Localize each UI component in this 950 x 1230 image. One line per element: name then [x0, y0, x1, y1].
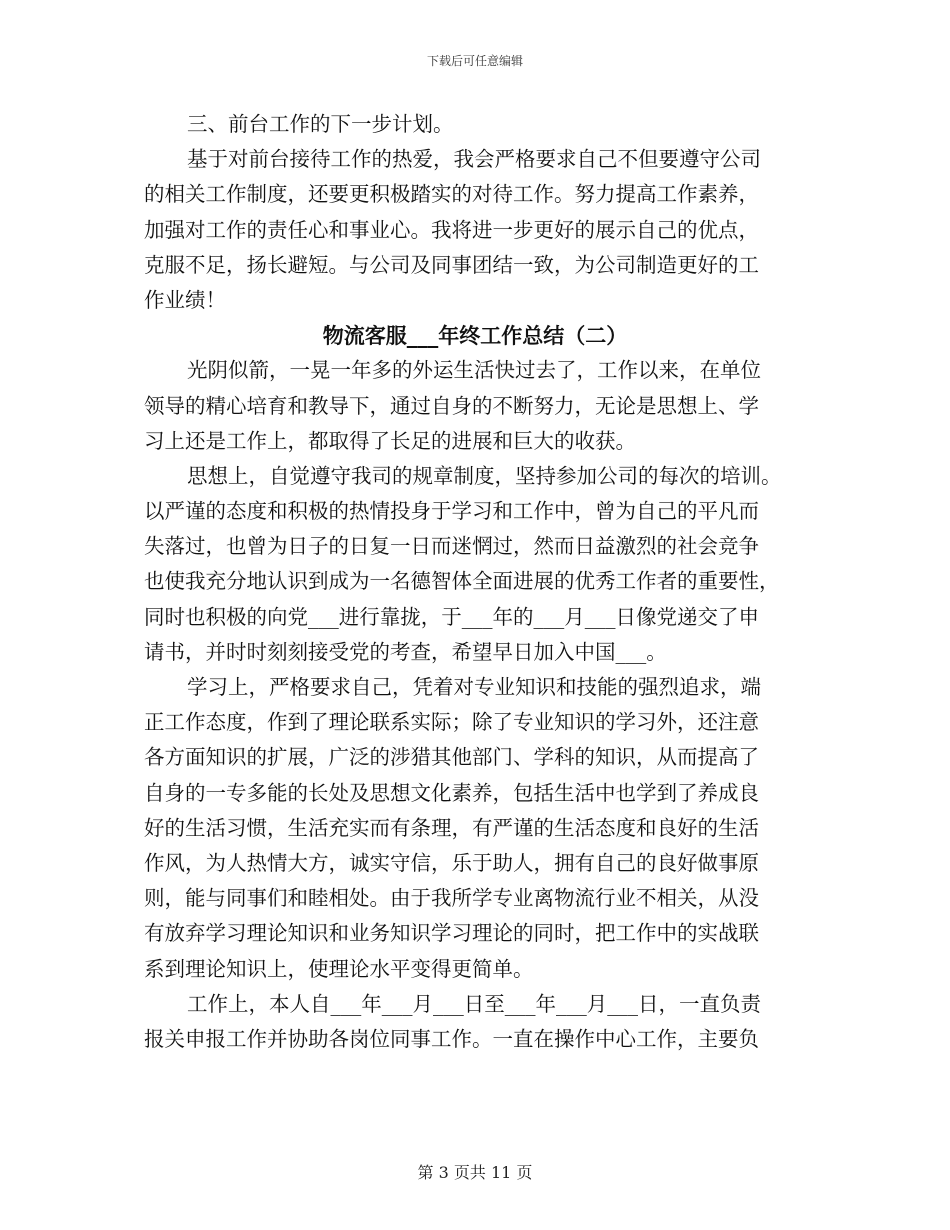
paragraph-line: 学习上，严格要求自己，凭着对专业知识和技能的强烈追求，端 [187, 675, 761, 699]
paragraph-line: 光阴似箭，一晃一年多的外运生活快过去了，工作以来，在单位 [187, 358, 761, 383]
paragraph-line: 工作上，本人自___年___月___日至___年___月___日，一直负责 [187, 991, 761, 1016]
page-header-note: 下载后可任意编辑 [426, 54, 523, 68]
paragraph-intro [144, 353, 806, 459]
paragraph-work [144, 987, 806, 1057]
paragraph-line: 也使我充分地认识到成为一名德智体全面进展的优秀工作者的重要性， [144, 569, 780, 594]
paragraph-line: 有放弃学习理论知识和业务知识学习理论的同时，把工作中的实战联 [144, 921, 759, 946]
paragraph-line: 自身的一专多能的长处及思想文化素养，包括生活中也学到了养成良 [144, 780, 759, 805]
paragraph-line: 领导的精心培育和教导下，通过自身的不断努力，无论是思想上、学 [144, 393, 759, 418]
paragraph-study [144, 670, 806, 987]
paragraph-line: 习上还是工作上，都取得了长足的进展和巨大的收获。 [144, 428, 636, 453]
paragraph-line: 作风，为人热情大方，诚实守信，乐于助人，拥有自己的良好做事原 [144, 850, 759, 875]
page-number: 第 3 页共 11 页 [417, 1163, 533, 1182]
document-body [144, 107, 806, 1057]
paragraph-line: 以严谨的态度和积极的热情投身于学习和工作中，曾为自己的平凡而 [144, 499, 759, 524]
paragraph-line: 失落过，也曾为日子的日复一日而迷惘过，然而日益激烈的社会竞争 [144, 534, 759, 559]
paragraph-line: 报关申报工作并协助各岗位同事工作。一直在操作中心工作，主要负 [144, 1026, 759, 1051]
paragraph-line: 正工作态度，作到了理论联系实际；除了专业知识的学习外，还注意 [144, 710, 759, 735]
paragraph-line: 好的生活习惯，生活充实而有条理，有严谨的生活态度和良好的生活 [144, 815, 759, 840]
paragraph-line: 的相关工作制度，还要更积极踏实的对待工作。努力提高工作素养， [144, 182, 759, 207]
paragraph-line: 加强对工作的责任心和事业心。我将进一步更好的展示自己的优点， [144, 217, 759, 242]
paragraph-line: 基于对前台接待工作的热爱，我会严格要求自己不但要遵守公司 [187, 147, 761, 172]
article-title: 物流客服___年终工作总结（二） [322, 323, 628, 349]
paragraph-line: 同时也积极的向党___进行靠拢，于___年的___月___日像党递交了申 [144, 604, 759, 629]
section-paragraph [144, 142, 806, 318]
paragraph-line: 克服不足，扬长避短。与公司及同事团结一致，为公司制造更好的工 [144, 252, 759, 277]
paragraph-thought [144, 459, 806, 670]
paragraph-line: 各方面知识的扩展，广泛的涉猎其他部门、学科的知识，从而提高了 [144, 745, 759, 770]
paragraph-line: 则，能与同事们和睦相处。由于我所学专业离物流行业不相关，从没 [144, 886, 759, 911]
paragraph-line: 作业绩！ [144, 287, 226, 312]
section-heading: 三、前台工作的下一步计划。 [187, 112, 454, 136]
paragraph-line: 系到理论知识上，使理论水平变得更简单。 [144, 956, 534, 981]
paragraph-line: 思想上，自觉遵守我司的规章制度，坚持参加公司的每次的培训。 [187, 463, 782, 488]
paragraph-line: 请书，并时时刻刻接受党的考查，希望早日加入中国___。 [144, 639, 667, 664]
